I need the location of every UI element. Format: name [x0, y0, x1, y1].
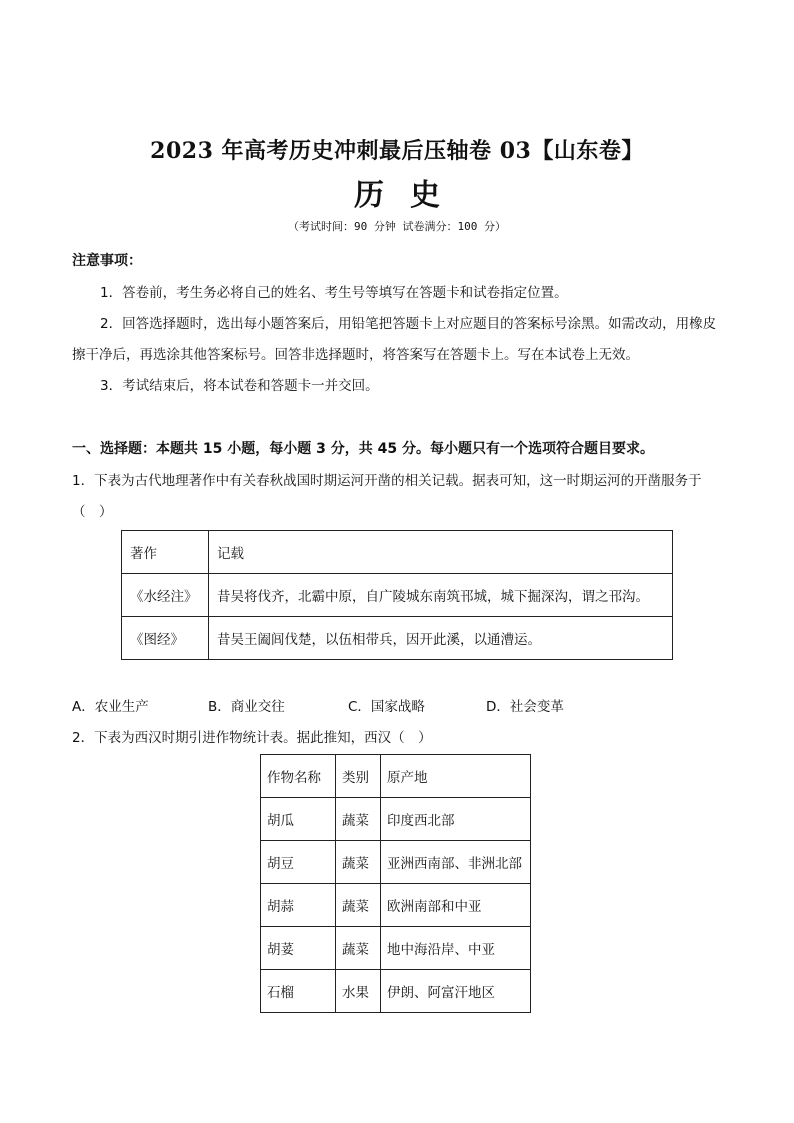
subject-title: 历史 — [354, 178, 466, 213]
table-cell: 胡豆 — [261, 841, 336, 884]
table-row — [261, 798, 531, 841]
table-cell: 石榴 — [261, 970, 336, 1013]
table-cell: 印度西北部 — [381, 798, 531, 841]
table-row — [122, 617, 673, 660]
question-1-stem: 1．下表为古代地理著作中有关春秋战国时期运河开凿的相关记载。据表可知，这一时期运河的开凿服务于（ ） — [72, 473, 702, 520]
table-row — [122, 574, 673, 617]
table-row — [261, 841, 531, 884]
table-header-cell: 著作 — [122, 531, 209, 574]
table-cell: 胡荽 — [261, 927, 336, 970]
notice-item-2: 2．回答选择题时，选出每小题答案后，用铅笔把答题卡上对应题目的答案标号涂黑。如需改动，用橡皮擦干净后，再选涂其他答案标号。回答非选择题时，将答案写在答题卡上。写在本试卷上无效。 — [72, 316, 717, 363]
option-c[interactable]: C．国家战略 — [348, 699, 425, 715]
table-cell: 胡瓜 — [261, 798, 336, 841]
exam-meta: （考试时间：90 分钟 试卷满分：100 分） — [288, 220, 506, 233]
exam-title: 2023 年高考历史冲刺最后压轴卷 03【山东卷】 — [150, 138, 644, 164]
option-a[interactable]: A．农业生产 — [72, 699, 149, 715]
table-row — [261, 927, 531, 970]
option-b[interactable]: B．商业交往 — [208, 699, 285, 715]
table-header-cell: 类别 — [336, 755, 381, 798]
table-header-cell: 记载 — [209, 531, 673, 574]
table-cell: 蔬菜 — [336, 927, 381, 970]
table-cell: 蔬菜 — [336, 884, 381, 927]
table-cell: 昔吴王阖闾伐楚，以伍相带兵，因开此溪，以通漕运。 — [209, 617, 673, 660]
question-2-stem: 2．下表为西汉时期引进作物统计表。据此推知，西汉（ ） — [72, 730, 432, 746]
question-1-options — [72, 695, 564, 715]
table-row — [261, 970, 531, 1013]
question-1-table — [121, 530, 673, 660]
table-cell: 伊朗、阿富汗地区 — [381, 970, 531, 1013]
table-cell: 亚洲西南部、非洲北部 — [381, 841, 531, 884]
option-d[interactable]: D．社会变革 — [486, 699, 564, 715]
table-row — [122, 531, 673, 574]
section-heading: 一、选择题：本题共 15 小题，每小题 3 分，共 45 分。每小题只有一个选项符合题目要求。 — [72, 441, 654, 457]
notice-heading: 注意事项： — [72, 253, 142, 269]
table-cell: 蔬菜 — [336, 798, 381, 841]
table-row — [261, 755, 531, 798]
notice-item-3: 3．考试结束后，将本试卷和答题卡一并交回。 — [100, 378, 379, 394]
table-cell: 胡蒜 — [261, 884, 336, 927]
table-cell: 昔吴将伐齐，北霸中原，自广陵城东南筑邗城，城下掘深沟，谓之邗沟。 — [209, 574, 673, 617]
question-2-table — [260, 754, 531, 1013]
table-cell: 欧洲南部和中亚 — [381, 884, 531, 927]
table-header-cell: 作物名称 — [261, 755, 336, 798]
notice-item-1: 1．答卷前，考生务必将自己的姓名、考生号等填写在答题卡和试卷指定位置。 — [100, 285, 568, 301]
table-cell: 《水经注》 — [122, 574, 209, 617]
table-cell: 水果 — [336, 970, 381, 1013]
table-cell: 蔬菜 — [336, 841, 381, 884]
table-header-cell: 原产地 — [381, 755, 531, 798]
table-cell: 《图经》 — [122, 617, 209, 660]
table-cell: 地中海沿岸、中亚 — [381, 927, 531, 970]
table-row — [261, 884, 531, 927]
